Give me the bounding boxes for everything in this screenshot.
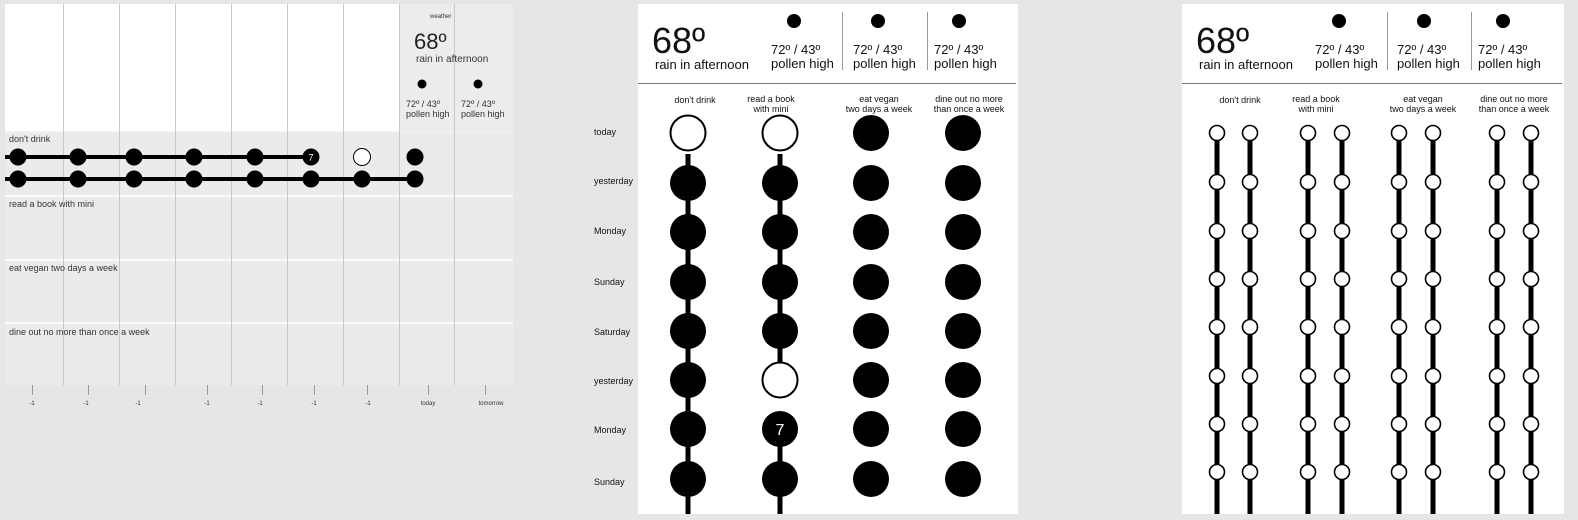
- day-dot[interactable]: [945, 461, 981, 497]
- day-dot-empty[interactable]: [1335, 126, 1350, 141]
- day-dot-empty[interactable]: [1243, 175, 1258, 190]
- day-label: Monday: [594, 425, 627, 435]
- forecast-icon: [952, 14, 966, 28]
- day-dot-empty[interactable]: [1243, 224, 1258, 239]
- current-temperature: 68º: [414, 29, 447, 54]
- day-dot-empty[interactable]: [1210, 126, 1225, 141]
- day-dot-empty[interactable]: [1301, 465, 1316, 480]
- day-dot[interactable]: [354, 171, 371, 188]
- day-dot[interactable]: [407, 171, 424, 188]
- day-dot-empty[interactable]: [1301, 320, 1316, 335]
- streak-count: 7: [775, 422, 785, 439]
- habit-label-dine-out: dine out no more than once a week: [9, 327, 150, 337]
- forecast-range: 72º / 43º: [1397, 42, 1447, 57]
- day-dot-empty[interactable]: [1301, 272, 1316, 287]
- day-label: Sunday: [594, 277, 625, 287]
- axis-tick-label: today: [420, 401, 436, 407]
- day-dot-empty[interactable]: [1426, 465, 1441, 480]
- forecast-icon: [871, 14, 885, 28]
- habit-label-eat-vegan: eat vegan two days a week: [9, 263, 118, 273]
- day-dot-empty[interactable]: [1335, 224, 1350, 239]
- day-dot[interactable]: [853, 313, 889, 349]
- day-dot-empty[interactable]: [1335, 320, 1350, 335]
- day-dot-empty[interactable]: [1392, 369, 1407, 384]
- day-dot-empty[interactable]: [1335, 369, 1350, 384]
- habit-header: read a book with mini: [747, 94, 795, 114]
- day-dot[interactable]: [670, 362, 706, 398]
- day-dot-empty[interactable]: [1426, 417, 1441, 432]
- day-dot[interactable]: [762, 165, 798, 201]
- day-dot[interactable]: [853, 264, 889, 300]
- day-dot-empty[interactable]: [1210, 465, 1225, 480]
- day-dot-empty[interactable]: [1524, 175, 1539, 190]
- day-label: Saturday: [594, 327, 631, 337]
- day-dot[interactable]: [126, 171, 143, 188]
- day-dot-empty[interactable]: [1524, 369, 1539, 384]
- forecast-range: 72º / 43º: [771, 42, 821, 57]
- forecast-range: 72º / 43º: [853, 42, 903, 57]
- habit-header: don't drink: [674, 95, 716, 105]
- day-label: Sunday: [594, 477, 625, 487]
- forecast-pollen: pollen high: [1397, 56, 1460, 71]
- weather-condition: rain in afternoon: [655, 57, 749, 72]
- day-dot[interactable]: [10, 149, 27, 166]
- forecast-pollen: pollen high: [1315, 56, 1378, 71]
- axis-tick-label: -1: [29, 401, 35, 407]
- forecast-icon: [1332, 14, 1346, 28]
- forecast-pollen: pollen high: [1478, 56, 1541, 71]
- day-dot-empty[interactable]: [1426, 369, 1441, 384]
- day-dot-empty[interactable]: [1392, 224, 1407, 239]
- forecast-icon: [787, 14, 801, 28]
- weather-condition: rain in afternoon: [1199, 57, 1293, 72]
- current-temperature: 68º: [1196, 20, 1250, 61]
- day-dot[interactable]: [10, 171, 27, 188]
- day-dot[interactable]: [945, 411, 981, 447]
- day-dot-empty[interactable]: [1490, 224, 1505, 239]
- day-dot-empty[interactable]: [1490, 272, 1505, 287]
- day-dot-empty[interactable]: [1426, 175, 1441, 190]
- day-dot-empty[interactable]: [1210, 320, 1225, 335]
- day-dot-empty[interactable]: [763, 363, 798, 398]
- habit-label-dont-drink: don't drink: [9, 134, 51, 144]
- day-dot[interactable]: [945, 165, 981, 201]
- day-dot-empty[interactable]: [763, 116, 798, 151]
- weather-title: weather: [430, 14, 452, 20]
- day-dot[interactable]: [762, 264, 798, 300]
- day-dot-empty[interactable]: [1335, 272, 1350, 287]
- day-dot-empty[interactable]: [1301, 224, 1316, 239]
- day-dot[interactable]: [247, 171, 264, 188]
- forecast-icon: [474, 80, 483, 89]
- day-dot[interactable]: [853, 214, 889, 250]
- day-dot-empty[interactable]: [1426, 272, 1441, 287]
- timeline-panel: [5, 4, 513, 385]
- day-dot-empty[interactable]: [1243, 417, 1258, 432]
- day-dot[interactable]: [670, 165, 706, 201]
- axis-tick-label: -1: [311, 401, 317, 407]
- forecast-pollen: pollen high: [406, 109, 450, 119]
- day-dot-empty[interactable]: [1243, 369, 1258, 384]
- day-dot-empty[interactable]: [1426, 224, 1441, 239]
- day-dot-empty[interactable]: [1210, 224, 1225, 239]
- day-dot[interactable]: [762, 461, 798, 497]
- day-dot[interactable]: [670, 214, 706, 250]
- day-dot[interactable]: [945, 362, 981, 398]
- forecast-range: 72º / 43º: [1478, 42, 1528, 57]
- forecast-range: 72º / 43º: [934, 42, 984, 57]
- habit-header: read a book with mini: [1292, 94, 1340, 114]
- day-dot[interactable]: [670, 313, 706, 349]
- day-dot[interactable]: [762, 313, 798, 349]
- day-dot[interactable]: [853, 411, 889, 447]
- forecast-pollen: pollen high: [853, 56, 916, 71]
- forecast-icon: [1496, 14, 1510, 28]
- forecast-pollen: pollen high: [934, 56, 997, 71]
- forecast-pollen: pollen high: [771, 56, 834, 71]
- day-dot-empty[interactable]: [1210, 272, 1225, 287]
- day-dot-empty[interactable]: [1243, 126, 1258, 141]
- forecast-range: 72º / 43º: [1315, 42, 1365, 57]
- axis-tick-label: -1: [83, 401, 89, 407]
- day-dot-empty[interactable]: [1490, 126, 1505, 141]
- day-dot-empty[interactable]: [1392, 126, 1407, 141]
- day-dot[interactable]: [303, 171, 320, 188]
- timeline-axis: [5, 385, 513, 415]
- day-dot-empty[interactable]: [1210, 369, 1225, 384]
- forecast-icon: [1417, 14, 1431, 28]
- day-dot-empty[interactable]: [1426, 320, 1441, 335]
- day-dot[interactable]: [670, 264, 706, 300]
- day-dot-empty[interactable]: [1524, 465, 1539, 480]
- day-dot[interactable]: [945, 214, 981, 250]
- day-dot-empty[interactable]: [1243, 465, 1258, 480]
- day-dot-empty[interactable]: [1243, 320, 1258, 335]
- axis-tick-label: tomorrow: [478, 401, 504, 407]
- day-dot-empty[interactable]: [1490, 320, 1505, 335]
- day-dot-empty[interactable]: [1210, 175, 1225, 190]
- day-label: yesterday: [594, 176, 634, 186]
- day-dot-empty[interactable]: [1335, 465, 1350, 480]
- habit-columns: [638, 4, 1018, 514]
- day-dot[interactable]: [670, 411, 706, 447]
- day-dot[interactable]: [853, 461, 889, 497]
- day-dot[interactable]: [70, 171, 87, 188]
- day-dot[interactable]: [186, 149, 203, 166]
- day-label: Monday: [594, 226, 627, 236]
- day-dot-empty[interactable]: [1301, 126, 1316, 141]
- habit-label-read-book: read a book with mini: [9, 199, 95, 209]
- day-dot-empty[interactable]: [1392, 175, 1407, 190]
- habit-header: dine out no more than once a week: [1478, 94, 1550, 114]
- day-dot-empty[interactable]: [1524, 417, 1539, 432]
- day-dot[interactable]: [126, 149, 143, 166]
- current-temperature: 68º: [652, 20, 706, 61]
- forecast-icon: [418, 80, 427, 89]
- weather-condition: rain in afternoon: [416, 54, 489, 65]
- day-dot-empty[interactable]: [1392, 465, 1407, 480]
- day-dot-empty[interactable]: [354, 149, 371, 166]
- day-dot[interactable]: [186, 171, 203, 188]
- day-dot-empty[interactable]: [1524, 320, 1539, 335]
- forecast-range: 72º / 43º: [406, 99, 441, 109]
- day-dot-empty[interactable]: [1243, 272, 1258, 287]
- axis-tick-label: -1: [365, 401, 371, 407]
- day-dot-empty[interactable]: [1524, 126, 1539, 141]
- day-dot[interactable]: [407, 149, 424, 166]
- day-dot-empty[interactable]: [1392, 272, 1407, 287]
- day-dot[interactable]: [853, 362, 889, 398]
- habit-header: dine out no more than once a week: [933, 94, 1005, 114]
- day-dot[interactable]: [670, 461, 706, 497]
- habit-header: don't drink: [1219, 95, 1261, 105]
- day-dot[interactable]: [945, 264, 981, 300]
- timeline-tracks: [5, 4, 513, 385]
- day-dot-empty[interactable]: [1335, 417, 1350, 432]
- day-dot-empty[interactable]: [1301, 369, 1316, 384]
- habit-header: eat vegan two days a week: [1389, 94, 1457, 114]
- day-dot-empty[interactable]: [1490, 465, 1505, 480]
- day-dot-empty[interactable]: [1301, 175, 1316, 190]
- axis-tick-label: -1: [204, 401, 210, 407]
- paired-tracker-panel: [1182, 4, 1564, 514]
- day-dot-empty[interactable]: [671, 116, 706, 151]
- day-label: today: [594, 127, 617, 137]
- vertical-tracker-panel: [638, 4, 1018, 514]
- day-dot-empty[interactable]: [1490, 417, 1505, 432]
- day-dot-empty[interactable]: [1490, 369, 1505, 384]
- day-dot-empty[interactable]: [1392, 320, 1407, 335]
- day-dot[interactable]: [853, 115, 889, 151]
- day-dot-empty[interactable]: [1524, 224, 1539, 239]
- streak-count: 7: [308, 152, 314, 163]
- day-dot-empty[interactable]: [1524, 272, 1539, 287]
- day-dot-empty[interactable]: [1392, 417, 1407, 432]
- day-dot[interactable]: [247, 149, 264, 166]
- habit-header: eat vegan two days a week: [845, 94, 913, 114]
- day-dot-empty[interactable]: [1426, 126, 1441, 141]
- day-dot[interactable]: [945, 313, 981, 349]
- day-dot[interactable]: [853, 165, 889, 201]
- day-dot[interactable]: [945, 115, 981, 151]
- axis-tick-label: -1: [135, 401, 141, 407]
- forecast-range: 72º / 43º: [461, 99, 496, 109]
- day-dot[interactable]: [70, 149, 87, 166]
- paired-habit-columns: [1182, 4, 1564, 514]
- day-dot-empty[interactable]: [1210, 417, 1225, 432]
- day-dot[interactable]: [762, 214, 798, 250]
- axis-tick-label: -1: [257, 401, 263, 407]
- day-dot-empty[interactable]: [1490, 175, 1505, 190]
- day-dot-empty[interactable]: [1335, 175, 1350, 190]
- forecast-pollen: pollen high: [461, 109, 505, 119]
- day-label: yesterday: [594, 376, 634, 386]
- day-dot-empty[interactable]: [1301, 417, 1316, 432]
